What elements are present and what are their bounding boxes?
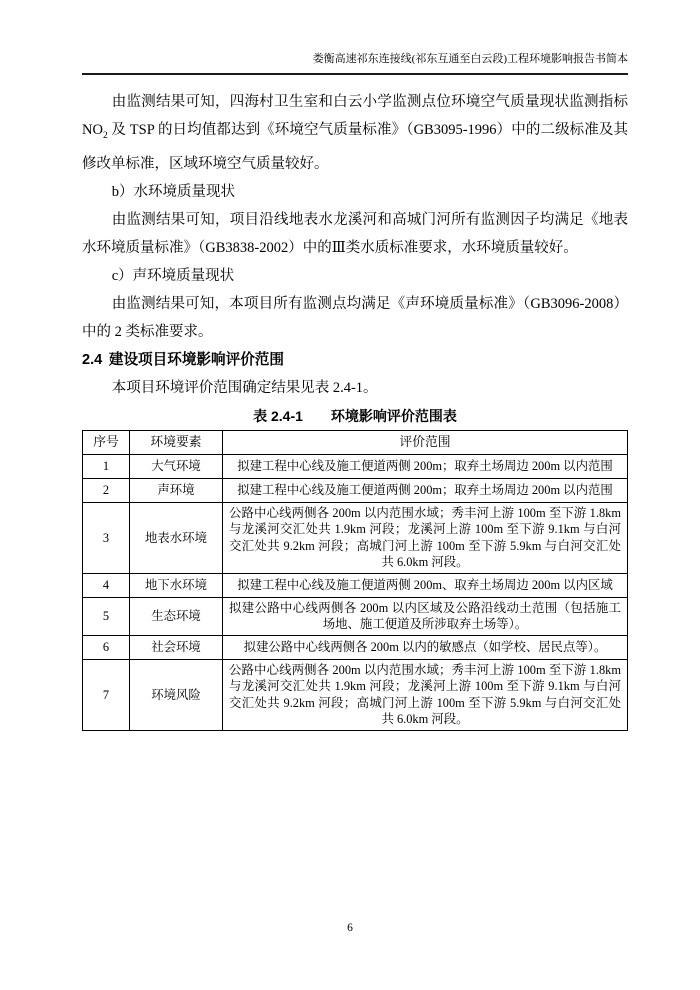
row-number: 7 [83,659,130,730]
row-element: 声环境 [130,478,223,502]
row-number: 1 [83,454,130,478]
row-scope: 公路中心线两侧各 200m 以内范围水域；秀丰河上游 100m 至下游 1.8km 与龙溪河交汇处共 1.9km 河段；龙溪河上游 100m 至下游 9.1km 与白河交汇处共 9.2km 河段；高城门河上游 100m 至下游 5.9km 与白河交汇处共 6.0km 河段。 [223,502,628,573]
row-element: 生态环境 [130,597,223,635]
section-heading-2-4 [82,346,628,374]
table-caption-title: 环境影响评价范围表 [330,407,457,424]
row-element: 大气环境 [130,454,223,478]
row-element: 社会环境 [130,635,223,659]
page-body [82,88,628,731]
row-scope: 拟建公路中心线两侧各 200m 以内区域及公路沿线动土范围（包括施工场地、施工便道及所涉取弃土场等）。 [223,597,628,635]
table-row [83,573,628,597]
table-row [83,635,628,659]
row-scope: 拟建公路中心线两侧各 200m 以内的敏感点（如学校、居民点等）。 [223,635,628,659]
paragraph-air-quality [82,88,628,178]
section-number: 2.4 [82,351,103,368]
subheading-water-quality: b）水环境质量现状 [111,183,235,200]
row-element: 地下水环境 [130,573,223,597]
row-number: 4 [83,573,130,597]
page-number: 6 [347,922,353,934]
table-row [83,478,628,502]
paragraph-air-text-2: 及 TSP 的日均值都达到《环境空气质量标准》（GB3095-1996）中的二级标准及其修改单标准，区域环境空气质量较好。 [82,122,628,172]
paragraph-scope-intro: 本项目环境评价范围确定结果见表 2.4-1。 [111,379,378,396]
row-scope: 公路中心线两侧各 200m 以内范围水域；秀丰河上游 100m 至下游 1.8km 与龙溪河交汇处共 1.9km 河段；龙溪河上游 100m 至下游 9.1km 与白河交汇处共 9.2km 河段；高城门河上游 100m 至下游 5.9km 与白河交汇处共 6.0km 河段。 [223,659,628,730]
table-caption-label: 表 2.4-1 [253,407,303,424]
section-title: 建设项目环境影响评价范围 [108,351,284,368]
page-header [82,52,628,75]
evaluation-scope-table [82,430,628,731]
table-header-row [83,430,628,454]
row-element: 地表水环境 [130,502,223,573]
row-scope: 拟建工程中心线及施工便道两侧 200m；取弃土场周边 200m 以内范围 [223,478,628,502]
row-number: 3 [83,502,130,573]
column-header-scope: 评价范围 [223,430,628,454]
row-number: 5 [83,597,130,635]
header-title: 娄衡高速祁东连接线(祁东互通至白云段)工程环境影响报告书简本 [312,53,628,65]
row-scope: 拟建工程中心线及施工便道两侧 200m；取弃土场周边 200m 以内范围 [223,454,628,478]
table-row [83,454,628,478]
table-row [83,659,628,730]
column-header-element: 环境要素 [130,430,223,454]
no2-subscript: 2 [102,130,108,141]
subheading-noise-quality: c）声环境质量现状 [111,267,235,284]
paragraph-noise-quality: 由监测结果可知，本项目所有监测点均满足《声环境质量标准》（GB3096-2008）中的 2 类标准要求。 [82,295,628,340]
column-header-number: 序号 [83,430,130,454]
paragraph-air-text-1: 由监测结果可知，四海村卫生室和白云小学监测点位环境空气质量现状监测指标 NO [82,94,628,138]
table-row [83,597,628,635]
row-number: 6 [83,635,130,659]
paragraph-water-quality: 由监测结果可知，项目沿线地表水龙溪河和高城门河所有监测因子均满足《地表水环境质量标准》（GB3838-2002）中的Ⅲ类水质标准要求，水环境质量较好。 [82,211,628,256]
row-scope: 拟建工程中心线及施工便道两侧 200m、取弃土场周边 200m 以内区域 [223,573,628,597]
table-caption [82,402,628,430]
row-number: 2 [83,478,130,502]
table-row [83,502,628,573]
row-element: 环境风险 [130,659,223,730]
